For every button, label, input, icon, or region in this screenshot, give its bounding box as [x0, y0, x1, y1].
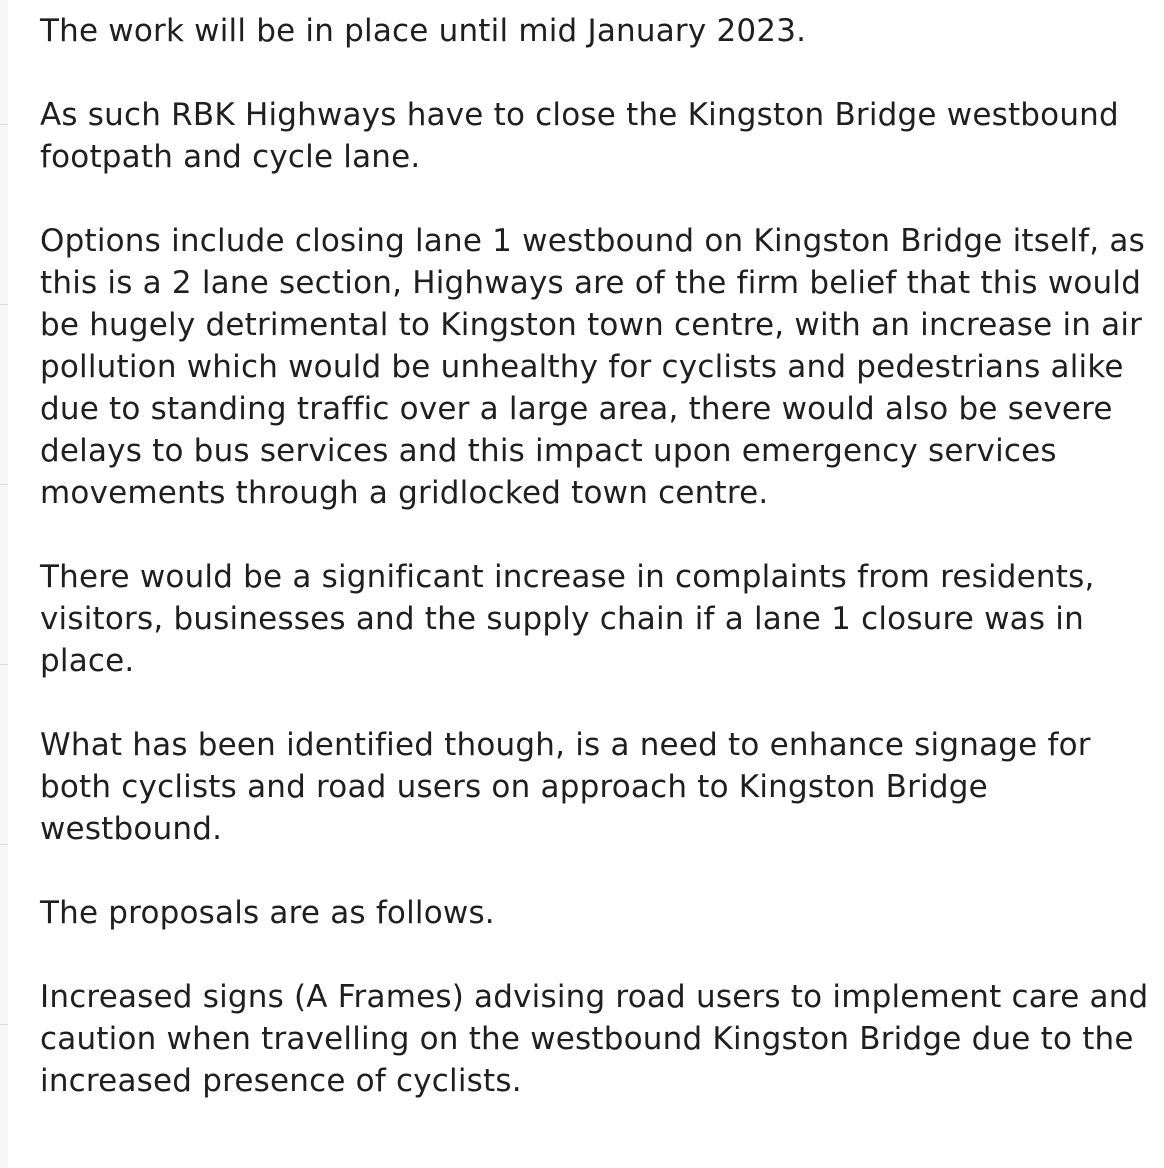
edge-divider [0, 1024, 8, 1025]
edge-divider [0, 124, 8, 125]
paragraph-work-period: The work will be in place until mid January 2023. [40, 13, 807, 49]
paragraph-complaints: There would be a significant increase in complaints from residents, visitors, businesses and the supply chain if a lane 1 closure was in place. [40, 559, 1095, 679]
edge-divider [0, 484, 8, 485]
edge-divider [0, 664, 8, 665]
paragraph-closure: As such RBK Highways have to close the Kingston Bridge westbound footpath and cycle lane. [40, 97, 1119, 175]
paragraph-signage-need: What has been identified though, is a need to enhance signage for both cyclists and road users on approach to Kingston Bridge westbound. [40, 727, 1091, 847]
paragraph-options: Options include closing lane 1 westbound on Kingston Bridge itself, as this is a 2 lane section, Highways are of the firm belief that this would be hugely detrimental to Kingston town centre, with an increase in air pollution which would be unhealthy for cyclists and pedestrians alike due to standing traffic over a large area, there would also be severe delays to bus services and this impact upon emergency services movements through a gridlocked town centre. [40, 223, 1145, 511]
edge-divider [0, 844, 8, 845]
document-body [40, 10, 1150, 1102]
paragraph-proposal-signs: Increased signs (A Frames) advising road users to implement care and caution when travelling on the westbound Kingston Bridge due to the increased presence of cyclists. [40, 979, 1149, 1099]
paragraph-proposals-intro: The proposals are as follows. [40, 895, 495, 931]
left-edge-strip [0, 0, 8, 1168]
edge-divider [0, 304, 8, 305]
